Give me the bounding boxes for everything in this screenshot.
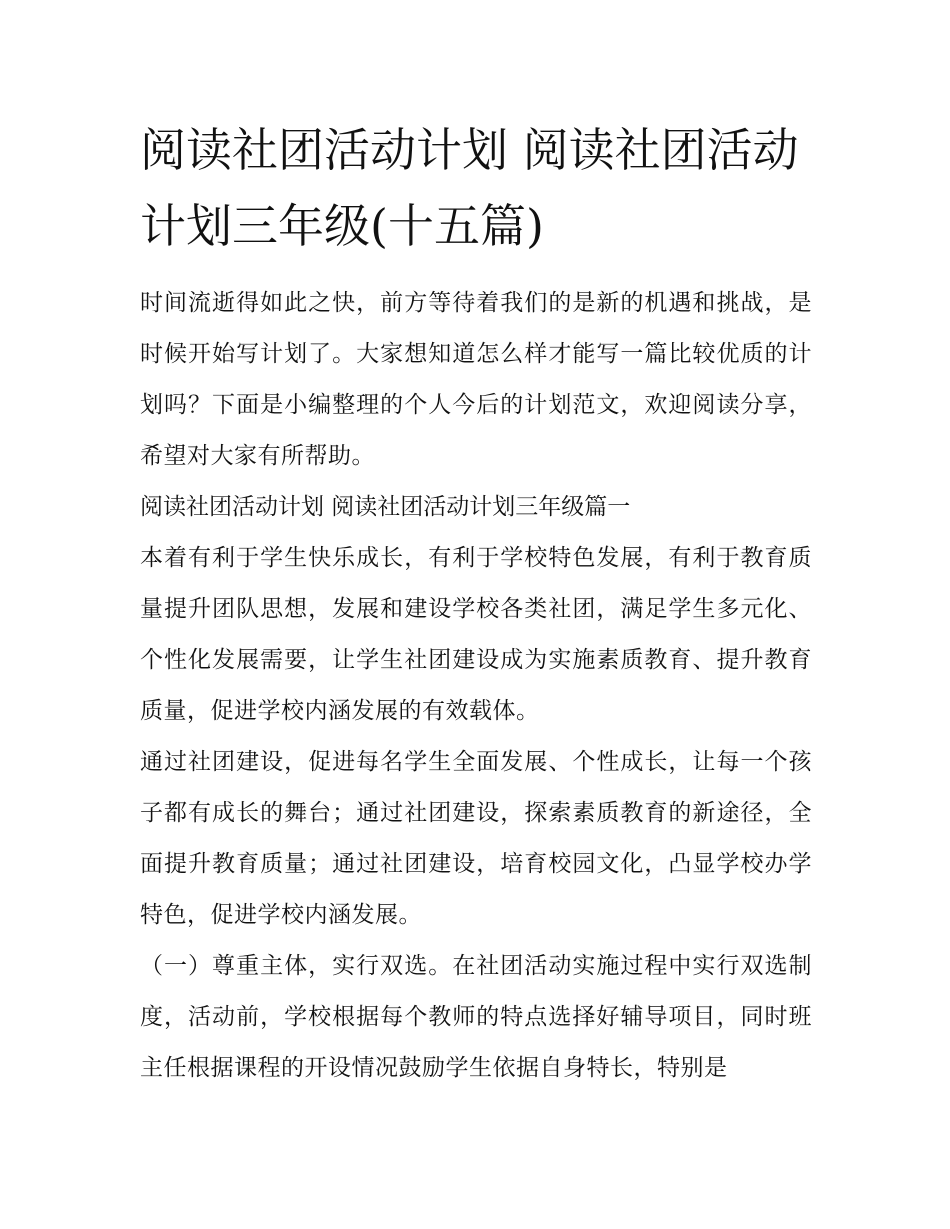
document-title: 阅读社团活动计划 阅读社团活动计划三年级(十五篇) (140, 123, 799, 253)
document-page (140, 112, 812, 1094)
body-paragraph-3: （一）尊重主体，实行双选。在社团活动实施过程中实行双选制度，活动前，学校根据每个教师的特点选择好辅导项目，同时班主任根据课程的开设情况鼓励学生依据自身特长，特别是 (140, 953, 812, 1081)
intro-paragraph: 时间流逝得如此之快，前方等待着我们的是新的机遇和挑战，是时候开始写计划了。大家想知道怎么样才能写一篇比较优质的计划吗？下面是小编整理的个人今后的计划范文，欢迎阅读分享，希望对大家有所帮助。 (140, 290, 812, 469)
body-paragraph-2: 通过社团建设，促进每名学生全面发展、个性成长，让每一个孩子都有成长的舞台；通过社团建设，探索素质教育的新途径，全面提升教育质量；通过社团建设，培育校园文化，凸显学校办学特色，促进学校内涵发展。 (140, 749, 812, 928)
section-heading: 阅读社团活动计划 阅读社团活动计划三年级篇一 (140, 494, 631, 520)
body-paragraph-1: 本着有利于学生快乐成长，有利于学校特色发展，有利于教育质量提升团队思想，发展和建设学校各类社团，满足学生多元化、个性化发展需要，让学生社团建设成为实施素质教育、提升教育质量，促进学校内涵发展的有效载体。 (140, 545, 812, 724)
